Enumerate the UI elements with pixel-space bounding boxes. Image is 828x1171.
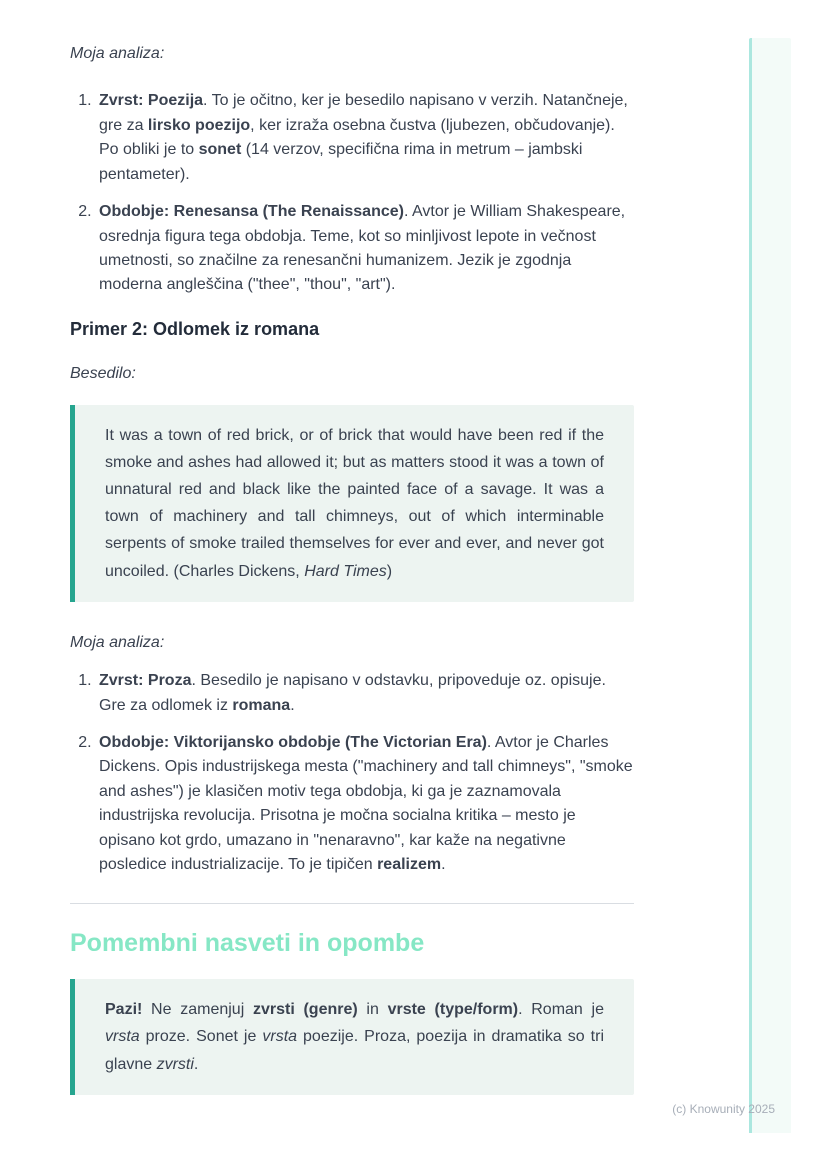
page-edge-accent-stripe bbox=[749, 38, 791, 1133]
analysis-label-2: Moja analiza: bbox=[70, 633, 165, 651]
list-item-text: Zvrst: Proza. Besedilo je napisano v odstavku, pripoveduje oz. opisuje. Gre za odlomek iz romana. bbox=[99, 672, 606, 714]
note-block-pazi bbox=[70, 979, 634, 1095]
document-content bbox=[70, 0, 634, 1095]
list-item-text: Obdobje: Renesansa (The Renaissance). Avtor je William Shakespeare, osrednja figura tega obdobja. Teme, kot so minljivost lepote in večnost umetnosti, so značilne za renesančni humanizem. Jezik je zgodnja moderna angleščina ("thee", "thou", "art"). bbox=[99, 203, 626, 294]
list-item-zvrst-proza bbox=[96, 669, 634, 718]
analysis-label-1: Moja analiza: bbox=[70, 45, 165, 62]
list-item-text: Obdobje: Viktorijansko obdobje (The Victorian Era). Avtor je Charles Dickens. Opis industrijskega mesta ("machinery and tall chimneys", "smoke and ashes") je klasičen motiv tega obdobja, ki ga je zaznamovala industrijska revolucija. Prisotna je močna socialna kritika – mesto je opisano kot grdo, umazano in "nenaravno", kar kaže na negativne posledice industrializacije. To je tipičen realizem. bbox=[99, 733, 633, 874]
footer-credit: (c) Knowunity 2025 bbox=[672, 1102, 775, 1116]
list-item-obdobje-renesansa bbox=[96, 200, 634, 298]
list-item-text: Zvrst: Poezija. To je očitno, ker je besedilo napisano v verzih. Natančneje, gre za lirsko poezijo, ker izraža osebna čustva (ljubezen, občudovanje). Po obliki je to sonet (14 verzov, specifična rima in metrum – jambski pentameter). bbox=[99, 92, 628, 183]
quote-block-hard-times bbox=[70, 405, 634, 602]
besedilo-label: Besedilo: bbox=[70, 364, 136, 382]
list-item-zvrst-poezija bbox=[96, 89, 634, 187]
analysis-list-2 bbox=[70, 669, 634, 878]
section-divider bbox=[70, 903, 634, 904]
note-text: Pazi! Ne zamenjuj zvrsti (genre) in vrste (type/form). Roman je vrsta proze. Sonet je vrsta poezije. Proza, poezija in dramatika so tri glavne zvrsti. bbox=[105, 1001, 605, 1073]
list-item-obdobje-viktorijansko bbox=[96, 731, 634, 878]
primer2-heading: Primer 2: Odlomek iz romana bbox=[70, 318, 320, 339]
analysis-list-1 bbox=[70, 89, 634, 298]
quote-text: It was a town of red brick, or of brick that would have been red if the smoke and ashes had allowed it; but as matters stood it was a town of unnatural red and black like the painted face of a savage. It was a town of machinery and tall chimneys, out of which interminable serpents of smoke trailed themselves for ever and ever, and never got uncoiled. (Charles Dickens, Hard Times) bbox=[105, 426, 604, 580]
section-heading-nasveti: Pomembni nasveti in opombe bbox=[70, 928, 425, 957]
